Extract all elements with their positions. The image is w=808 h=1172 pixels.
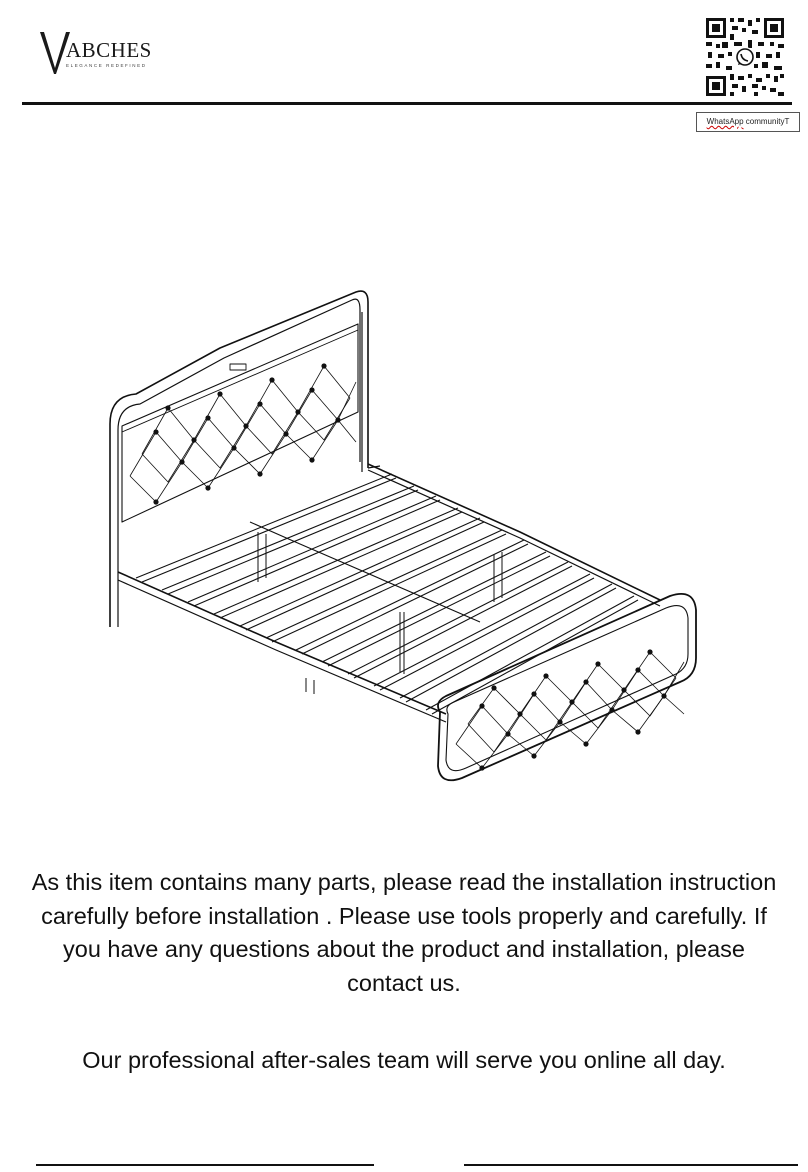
signature-line-left	[36, 1164, 374, 1166]
whatsapp-label-rest: communityT	[743, 117, 790, 126]
brand-logo	[40, 28, 170, 74]
header-divider	[22, 102, 792, 105]
notice-paragraph-1: As this item contains many parts, please read the installation instruction carefully before installation . Please use tools properly and carefully. If you have any questions about the product and installation, please contact us.	[31, 869, 777, 996]
bed-frame-illustration	[100, 282, 700, 792]
installation-notice	[30, 866, 778, 1078]
brand-name: ABCHES	[66, 38, 152, 62]
signature-line-right	[464, 1164, 798, 1166]
whatsapp-community-label	[696, 112, 800, 132]
notice-paragraph-2: Our professional after-sales team will serve you online all day.	[82, 1047, 726, 1073]
whatsapp-qr-code	[704, 16, 786, 98]
whatsapp-label-underlined: WhatsApp	[706, 117, 744, 126]
brand-tagline: ELEGANCE REDEFINED	[66, 63, 147, 68]
